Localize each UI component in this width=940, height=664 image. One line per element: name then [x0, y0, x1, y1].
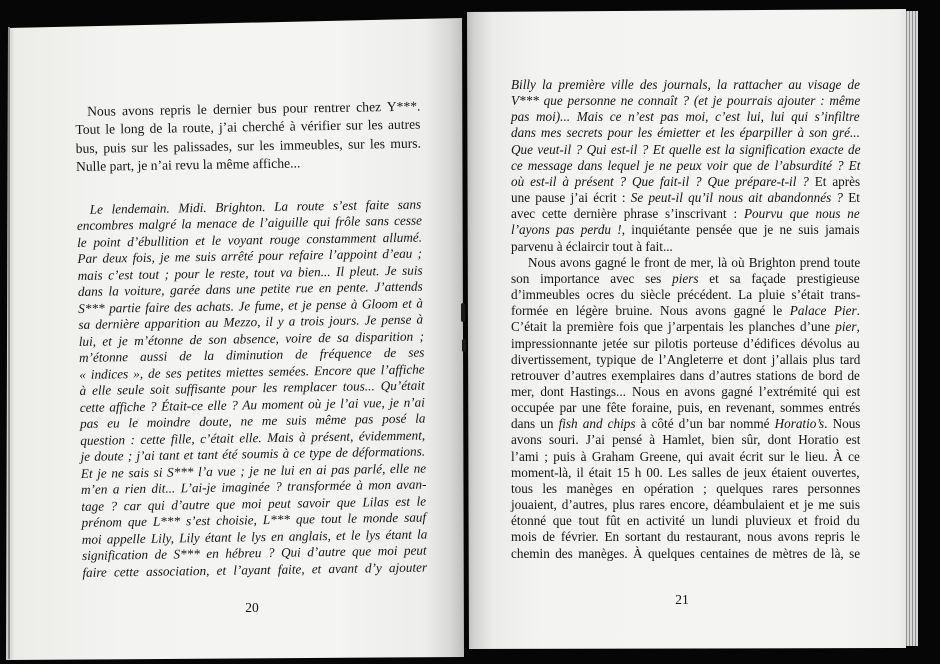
italic-text: Palace Pier — [789, 303, 857, 319]
italic-text: V*** que personne ne connaît ? (et je pourrais ajouter : même — [511, 93, 861, 109]
text-line — [511, 271, 860, 287]
text-line — [511, 109, 860, 125]
text-line — [511, 206, 860, 222]
italic-text: Billy la première ville des journals, la rattacher au visage de — [511, 77, 860, 92]
text-line-content: avons souri. J’ai pensé à Hamlet, bien sûr, dont Horatio est — [511, 432, 861, 448]
text-line-content — [511, 109, 860, 124]
roman-text: Et — [843, 190, 860, 206]
text-line-content: retrouver d’autres exemplaires dans d’autres stations de bord de — [511, 367, 860, 383]
text-line — [511, 384, 860, 400]
italic-text: Se peut-il qu’il nous ait abandonnés ? — [630, 190, 844, 206]
binding-thread-mark — [461, 303, 465, 322]
text-line-content: faire cette association, et l’ayant faite, et avant d’y ajouter — [82, 559, 428, 580]
text-line — [511, 158, 860, 174]
italic-text: fish and chips — [558, 416, 636, 432]
text-line-content: pas eu le moindre doute, ne me suis même pas posé la — [79, 411, 426, 432]
text-line — [511, 352, 860, 368]
text-line-content — [511, 271, 860, 286]
text-line — [511, 368, 860, 384]
text-line — [511, 93, 860, 109]
text-line-content: tage ? car qui d’autre que moi peut savoir que Lilas est le — [81, 493, 427, 514]
text-line — [511, 416, 860, 432]
text-line-content: Tout le long de la route, j’ai cherché à vérifier sur les autres — [75, 116, 421, 138]
italic-text: Pourvu que nous ne — [743, 206, 860, 222]
text-line-content: lui, et je m’étonne de son absence, voire de sa disparition ; — [78, 328, 425, 349]
text-line-content: sa dernière apparition au Mezzo, il y a trois jours. Je pense à — [78, 312, 424, 333]
text-line-content: mois de février. En sortant du restaurant, nous avons repris le — [511, 529, 861, 545]
text-line-content: moi appelle Lily, Lily étant le lys en anglais, et le lys étant la — [81, 526, 428, 547]
text-line — [511, 142, 860, 158]
text-line-content: d’immeubles ocres du siècle précédent. La pluie s’était trans- — [511, 287, 861, 303]
text-line-content: bus, puis sur les palissades, sur les immeubles, sur les murs. — [75, 135, 422, 156]
text-line-content: le point d’ébullition et le voyant rouge constamment allumé. — [77, 229, 423, 250]
italic-text: Horatio’s — [774, 416, 825, 432]
text-line-content: Et je ne sais si S*** l’a vue ; je ne lui en ai pas parlé, elle ne — [80, 460, 427, 481]
paragraph — [511, 77, 860, 255]
left-page-edge — [8, 27, 10, 659]
text-line — [511, 287, 860, 303]
text-line-content: dans la voiture, garée dans une petite rue en pente. J’attends — [77, 279, 423, 300]
text-line-content: mer, dont Hastings... Nous en avons gagné l’extrémité qui est — [511, 383, 861, 399]
roman-text: Et après — [814, 173, 861, 189]
text-line-content: l’ami ; puis à Graham Greene, qui avait écrit sur le lieu. À ce — [511, 448, 860, 464]
text-line-content: tous les manèges en opération ; quelques rares personnes — [511, 480, 861, 496]
italic-text: l’ayons pas perdu ! — [511, 222, 622, 238]
text-line-content — [511, 77, 860, 92]
italic-text: pas moi)... Mais ce n’est pas moi, c’est lui, lui qui s’infiltre — [511, 109, 860, 125]
paragraph — [77, 197, 428, 582]
roman-text: C’était la première fois que j’arpentais les planches d’une — [511, 319, 836, 335]
text-line — [511, 546, 860, 562]
text-line — [511, 239, 860, 255]
text-line-content: m’étonne aussi de la diminution de fréquence de ses — [78, 345, 425, 366]
roman-text: une pause j’ai écrit : — [511, 190, 631, 206]
italic-text: dans mes secrets pour les émietter et les éparpiller à son gré... — [511, 125, 860, 141]
text-line-content — [511, 416, 860, 431]
text-line — [511, 222, 860, 238]
italic-text: piers — [672, 270, 699, 286]
text-line-content: encombres malgré la menace de l’aiguille qui frôle sans cesse — [76, 213, 423, 234]
text-line-content: parvenu à éclaircir tout à fait... — [511, 238, 673, 254]
text-line — [511, 255, 860, 271]
text-line-content — [511, 190, 860, 205]
italic-text: Que veut-il ? Qui est-il ? Et quelle est la signification exacte de — [511, 141, 861, 157]
text-line-content — [511, 174, 860, 189]
roman-text: à côté d’un bar nommé — [635, 416, 775, 432]
text-line — [511, 465, 860, 481]
text-line — [511, 125, 860, 141]
text-line — [511, 319, 860, 335]
text-line-content: impressionnante jetée sur pilotis porteuse d’édifices dévolus au — [511, 335, 860, 351]
italic-text: pier — [835, 319, 857, 335]
text-line-content: question : cette fille, c’était elle. Mais à présent, évidemment, — [80, 427, 426, 448]
text-line-content — [511, 93, 860, 108]
text-line — [511, 481, 860, 497]
text-line-content: S*** partie faire des achats. Je fume, et je pense à Gloom et à — [78, 295, 424, 316]
paragraph — [75, 98, 421, 177]
text-line — [511, 77, 860, 93]
italic-text: ce message dans lequel je ne peux voir que de l’absurdité ? Et — [511, 157, 861, 173]
text-line — [511, 174, 860, 190]
text-line-content: prénom que L*** s’est choisie, L*** que tout le monde sauf — [81, 510, 427, 531]
text-line-content: je doute ; j’ai tant et tant été soumis à ce type de déformations. — [80, 444, 426, 465]
text-line-content — [511, 222, 860, 237]
text-line — [511, 449, 860, 465]
text-line-content — [511, 206, 860, 221]
text-line — [511, 497, 860, 513]
text-line-content — [511, 158, 860, 173]
italic-text: où est-il à présent ? Que fait-il ? Que prépare-t-il ? — [511, 173, 815, 189]
text-line-content: Nous avons repris le dernier bus pour rentrer chez Y***. — [87, 98, 421, 119]
text-line-content — [511, 142, 860, 157]
roman-text: . — [856, 303, 860, 319]
roman-text: , — [856, 319, 860, 335]
text-line-content: à elle seule soit suffisante pour les remplacer tous... Qu’était — [79, 378, 425, 399]
paragraph — [511, 255, 860, 562]
text-line — [511, 303, 860, 319]
text-line — [511, 336, 860, 352]
right-page-block-edges — [906, 11, 918, 646]
text-line — [511, 513, 860, 529]
text-line-content: signification de S*** en hébreu ? Qui d’autre que moi peut — [81, 543, 427, 564]
right-page-text — [511, 77, 860, 562]
binding-thread-mark — [462, 339, 466, 352]
text-line-content: Le lendemain. Midi. Brighton. La route s’est faite sans — [89, 196, 422, 217]
text-line-content — [511, 125, 860, 140]
text-line-content: Nous avons gagné le front de mer, là où Brighton prend toute — [528, 254, 861, 270]
text-line — [511, 529, 860, 545]
roman-text: , inquiétante pensée que je ne suis jamais — [621, 222, 860, 238]
page-number-right: 21 — [675, 592, 689, 607]
roman-text: et sa façade prestigieuse — [698, 270, 860, 286]
text-line — [511, 432, 860, 448]
roman-text: son importance avec ses — [511, 270, 673, 286]
text-line-content: Par deux fois, je me suis arrêté pour refaire l’appoint d’eau ; — [77, 246, 423, 267]
text-line-content: mais c’est tout ; pour le reste, tout va bien... Il pleut. Je suis — [77, 262, 423, 283]
text-line-content: occupée par une fête foraine, puis, en revenant, sommes entrés — [511, 400, 861, 416]
text-line — [511, 190, 860, 206]
page-number-left: 20 — [245, 600, 259, 615]
roman-text: formée en légère bruine. Nous avons gagné le — [511, 303, 790, 319]
text-line-content: divertissement, typique de l’Angleterre et dont j’allais plus tard — [511, 351, 861, 367]
text-line-content: cette affiche ? Était-ce elle ? Au moment où je l’ai vue, je n’ai — [79, 394, 425, 415]
left-page-text — [75, 98, 427, 582]
text-line-content: jouaient, d’autres, plus rares encore, déambulaient et je me suis — [511, 497, 860, 513]
roman-text: dans un — [511, 416, 559, 432]
text-line-content: chemin des manèges. À quelques centaines de mètres de là, se — [511, 545, 861, 561]
text-line-content: moment-là, il était 15 h 00. Les salles de jeux étaient ouvertes, — [511, 464, 860, 480]
text-line-content: étonné que tout fût en activité un lundi pluvieux et froid du — [511, 513, 860, 529]
text-line-content: Nulle part, je n’ai revu la même affiche... — [75, 155, 301, 174]
text-line-content — [511, 319, 860, 334]
text-line — [511, 400, 860, 416]
text-line-content — [511, 303, 860, 318]
roman-text: avec cette dernière phrase s’inscrivant : — [511, 206, 744, 222]
text-line-content: « indices », de ses petites miettes semées. Encore que l’affiche — [79, 361, 425, 382]
text-line-content: m’en a rien dit... L’ai-je imaginée ? transformée à mon avan- — [80, 477, 427, 498]
roman-text: . Nous — [824, 416, 861, 432]
